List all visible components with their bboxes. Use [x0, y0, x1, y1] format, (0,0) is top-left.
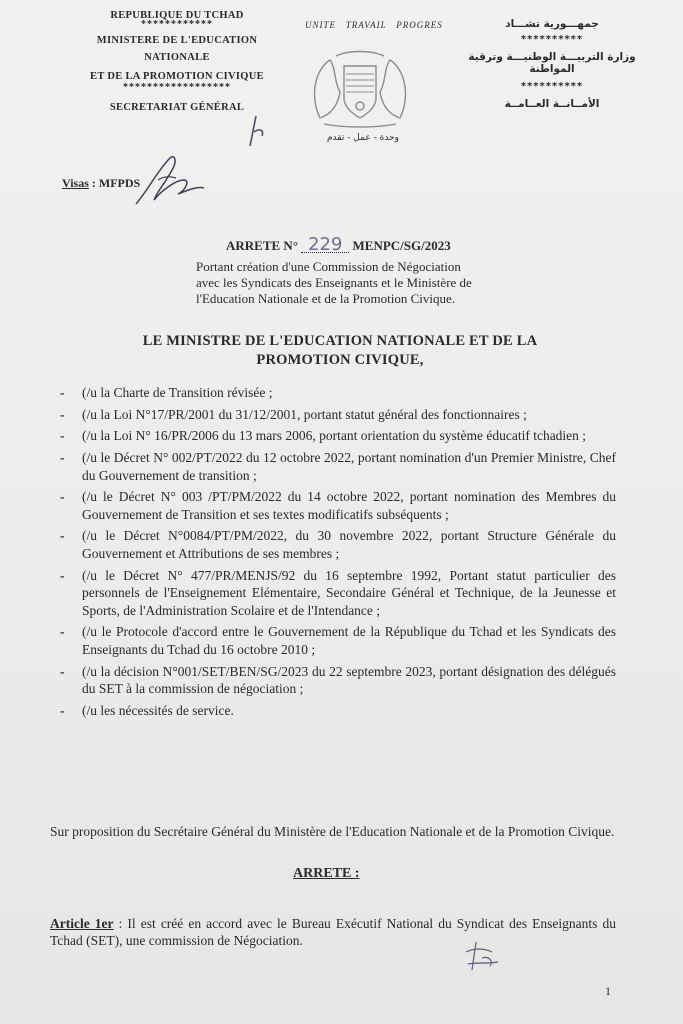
ministry-name-line1: MINISTERE DE L'EDUCATION — [96, 35, 258, 46]
list-item — [60, 623, 616, 658]
bullet: - — [60, 428, 65, 444]
list-item — [60, 702, 616, 720]
minister-heading — [90, 332, 590, 370]
arrete-suffix: MENPC/SG/2023 — [352, 238, 451, 253]
arrete-prefix: ARRETE N° — [226, 238, 299, 253]
article-text: : Il est créé en accord avec le Bureau Exécutif National du Syndicat des Enseignants du Tchad (SET), une commission de Négociation. — [50, 916, 616, 948]
vu-text: (/u la Loi N°17/PR/2001 du 31/12/2001, portant statut général des fonctionnaires ; — [82, 406, 527, 422]
header-stars: ********** — [520, 34, 584, 45]
bullet: - — [60, 702, 65, 718]
header-stars: ****************** — [123, 82, 231, 93]
republic-name: REPUBLIQUE DU TCHAD — [110, 10, 244, 21]
list-item — [60, 384, 616, 402]
list-item — [60, 449, 616, 484]
vu-text: (/u la Charte de Transition révisée ; — [82, 385, 273, 400]
bullet: - — [60, 489, 65, 505]
header-left — [62, 10, 292, 113]
page-number: 1 — [605, 984, 611, 998]
initials-mark-icon — [462, 938, 502, 974]
coat-of-arms-icon — [300, 48, 420, 130]
bullet: - — [60, 385, 65, 400]
visas-label: Visas — [62, 176, 89, 190]
list-item — [60, 427, 616, 445]
proposition-paragraph: Sur proposition du Secrétaire Général du Ministère de l'Education Nationale et de la Promotion Civique. — [50, 824, 615, 839]
minister-heading-line2: PROMOTION CIVIQUE, — [256, 352, 424, 368]
national-motto-arabic: وحدة - عمل - تقدم — [326, 133, 400, 143]
bullet: - — [60, 663, 65, 679]
vu-text: (/u la Loi N° 16/PR/2006 du 13 mars 2006, portant orientation du système éducatif tchadien ; — [82, 428, 587, 444]
ministry-name-line3: ET DE LA PROMOTION CIVIQUE — [90, 71, 264, 82]
list-item — [60, 663, 616, 698]
list-item — [60, 567, 616, 620]
vu-text: (/u les nécessités de service. — [82, 702, 234, 718]
bullet: - — [60, 406, 65, 422]
vu-text: (/u le Décret N°0084/PT/PM/2022, du 30 novembre 2022, portant Structure Générale du Gouvernement et Attributions de ses membres ; — [82, 528, 616, 561]
article-label: Article 1er — [50, 916, 114, 931]
vu-text: (/u le Décret N° 003 /PT/PM/2022 du 14 octobre 2022, portant nomination des Membres du Gouvernement de Transition et ses textes modificatifs subséquents ; — [82, 489, 616, 522]
article-1 — [50, 915, 616, 949]
list-item — [60, 406, 616, 424]
arrete-subtitle — [196, 259, 536, 307]
list-item — [60, 527, 616, 562]
ministry-name-line2: NATIONALE — [144, 52, 210, 63]
bullet: - — [60, 624, 65, 640]
national-motto: UNITE TRAVAIL PROGRES — [305, 20, 443, 30]
header-stars: ************ — [141, 19, 213, 30]
minister-heading-line1: LE MINISTRE DE L'EDUCATION NATIONALE ET DE LA — [142, 333, 538, 349]
vu-text: (/u le Décret N° 002/PT/2022 du 12 octobre 2022, portant nomination d'un Premier Ministre, Chef du Gouvernement de transition ; — [82, 450, 616, 483]
arrete-heading: ARRETE : — [293, 866, 360, 881]
vu-text: (/u le Décret N° 477/PR/MENJS/92 du 16 septembre 1992, Portant statut particulier des personnels de l'Enseignement Elémentaire, Secondaire Général et Technique, de la Jeunesse et Sports, de l'Administration Scolaire et de l'Intendance ; — [82, 567, 616, 618]
bullet: - — [60, 450, 65, 466]
bullet: - — [60, 567, 65, 583]
vu-text: (/u la décision N°001/SET/BEN/SG/2023 du 22 septembre 2023, portant désignation des délégués du SET à la commission de négociation ; — [82, 663, 616, 696]
arrete-number: 229 — [301, 238, 349, 253]
bullet: - — [60, 528, 65, 544]
visas-value: : MFPDS — [91, 176, 141, 190]
ministry-name-arabic: وزارة التربيـــة الوطنيـــة وترقية المواطنة — [468, 51, 636, 75]
arrete-subtitle-line: Portant création d'une Commission de Négociation — [196, 259, 461, 274]
initials-mark-icon — [244, 112, 268, 148]
header-stars: ********** — [520, 81, 584, 92]
republic-name-arabic: جمهـــورية تشـــاد — [505, 18, 599, 30]
secretariat-name: SECRETARIAT GÉNÉRAL — [109, 102, 245, 113]
arrete-subtitle-line: avec les Syndicats des Enseignants et le Ministère de — [196, 275, 472, 290]
arrete-title — [226, 234, 451, 255]
vu-text: (/u le Protocole d'accord entre le Gouvernement de la République du Tchad et les Syndicats des Enseignants du Tchad du 16 octobre 2010 ; — [82, 624, 616, 657]
vu-list — [60, 384, 616, 723]
secretariat-name-arabic: الأمــانــة العــامــة — [504, 98, 600, 110]
arrete-subtitle-line: l'Education Nationale et de la Promotion Civique. — [196, 291, 456, 306]
list-item — [60, 488, 616, 523]
visa-signature-icon — [128, 150, 208, 210]
header-right — [452, 18, 652, 110]
